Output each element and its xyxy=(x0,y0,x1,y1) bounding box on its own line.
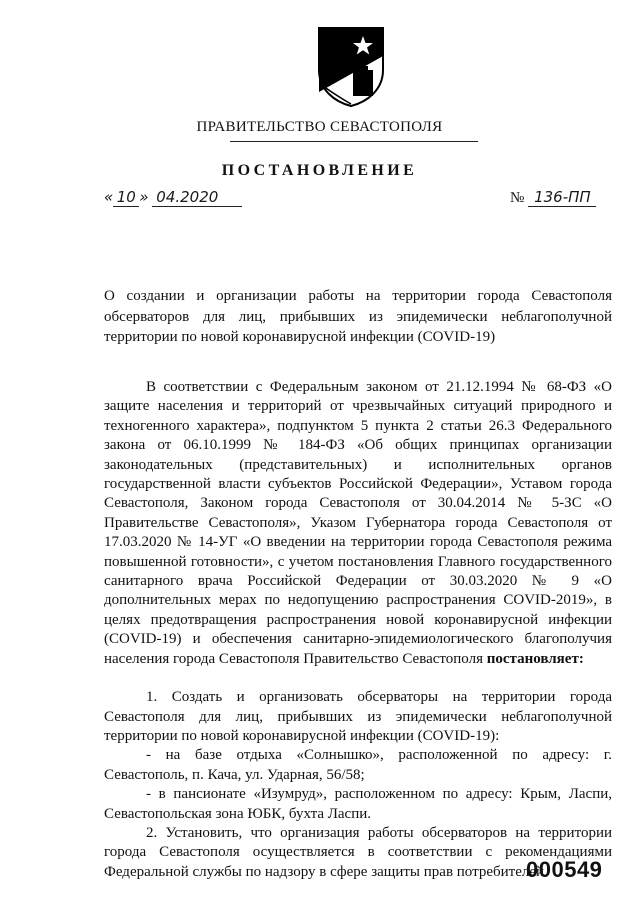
preamble xyxy=(104,378,612,669)
sevastopol-coat-of-arms-icon xyxy=(317,26,385,108)
item-1-sub-b: - в пансионате «Изумруд», расположенном по адресу: Крым, Ласпи, Севастопольская зона ЮБК, бухта Ласпи. xyxy=(104,786,612,822)
date-day: 10 xyxy=(113,188,139,207)
number-sign: № xyxy=(510,190,525,206)
decree-date xyxy=(104,188,242,207)
registration-number: 000549 xyxy=(526,857,603,882)
date-month-year: 04.2020 xyxy=(152,188,242,207)
item-2: 2. Установить, что организация работы обсерваторов на территории города Севастополя осуществляется в соответствии с рекомендациями Федеральной службы по надзору в сфере защиты прав потребителей xyxy=(104,824,612,880)
decree-subject: О создании и организации работы на территории города Севастополя обсерваторов для лиц, прибывших из эпидемически неблагополучной территории по новой коронавирусной инфекции (COVID-19) xyxy=(104,288,612,345)
date-open-quote: « xyxy=(104,188,114,206)
preamble-text: В соответствии с Федеральным законом от 21.12.1994 № 68-ФЗ «О защите населения и территорий от чрезвычайных ситуаций природного и техногенного характера», подпунктом 5 пункта 2 статьи 26.3 Федерального закона от 06.10.1999 № 184-ФЗ «Об общих принципах организации законодательных (представительных) и исполнительных органов государственной власти субъектов Российской Федерации», Уставом города Севастополя, Законом города Севастополя от 30.04.2014 № 5-ЗС «О Правительстве Севастополя», Указом Губернатора города Севастополя от 17.03.2020 № 14-УГ «О введении на территории города Севастополя режима повышенной готовности», с учетом постановления Главного государственного санитарного врача Российской Федерации от 30.03.2020 № 9 «О дополнительных мерах по недопущению распространения COVID-2019», в целях предотвращения распространения новой коронавирусной инфекции (COVID-19) и обеспечения санитарно-эпидемиологического благополучия населения города Севастополя Правительство Севастополя xyxy=(104,379,612,667)
number-value: 136-ПП xyxy=(528,188,596,207)
item-1-sub-a: - на базе отдыха «Солнышко», расположенной по адресу: г. Севастополь, п. Кача, ул. Ударная, 56/58; xyxy=(104,747,612,783)
document-type: ПОСТАНОВЛЕНИЕ xyxy=(221,162,418,179)
government-title: ПРАВИТЕЛЬСТВО СЕВАСТОПОЛЯ xyxy=(196,119,443,135)
header-divider xyxy=(230,141,478,142)
date-close-quote: » xyxy=(139,188,149,206)
paragraph-gap xyxy=(104,669,612,688)
item-1: 1. Создать и организовать обсерваторы на территории города Севастополя для лиц, прибывших из эпидемически неблагополучной территории по новой коронавирусной инфекции (COVID-19): xyxy=(104,689,612,744)
decree-number xyxy=(510,188,596,207)
decree-body xyxy=(104,378,612,882)
decision-word: постановляет: xyxy=(486,650,584,667)
